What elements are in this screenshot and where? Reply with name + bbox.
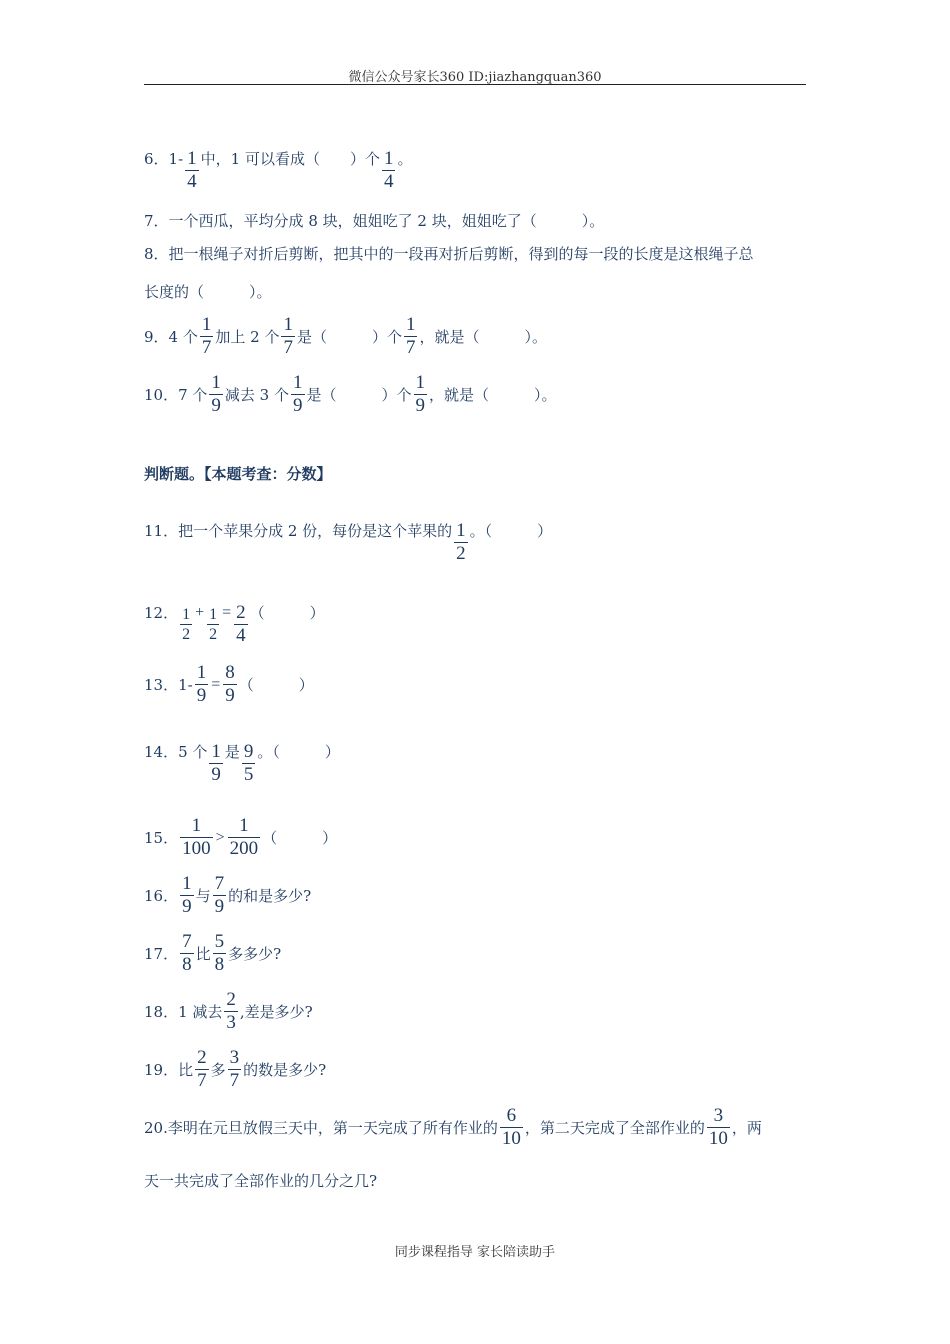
q10-fraction-1: $\frac{1}{9}$: [211, 372, 221, 416]
q11-fraction: $\frac{1}{2}$: [456, 520, 466, 564]
q17-number: 17．: [144, 945, 179, 963]
q14-text-2: 。（ ）: [257, 743, 340, 761]
q15-number: 15．: [144, 829, 179, 847]
q8-text-1: 8．把一根绳子对折后剪断，把其中的一段再对折后剪断，得到的每一段的长度是这根绳子总: [144, 245, 754, 263]
q18-number: 18．1 减去: [144, 1003, 223, 1021]
q16-fraction-2: $\frac{7}{9}$: [214, 873, 225, 917]
q7-text: 7．一个西瓜，平均分成 8 块，姐姐吃了 2 块，姐姐吃了（ ）。: [144, 212, 605, 230]
q16-fraction-1: $\frac{1}{9}$: [182, 873, 192, 917]
q13-fraction-2: $\frac{8}{9}$: [225, 662, 235, 706]
q13-fraction-1: $\frac{1}{9}$: [196, 662, 207, 706]
header-divider: [144, 84, 806, 85]
q20-fraction-1: $\frac{6}{10}$: [501, 1105, 521, 1149]
question-8-line-2: [144, 281, 272, 302]
q10-number: 10．7 个: [144, 386, 208, 404]
q6-fraction-1: $\frac{1}{4}$: [187, 148, 197, 192]
q16-text-2: 的和是多少?: [228, 887, 312, 905]
question-15: [144, 815, 337, 860]
q12-plus: +: [195, 603, 205, 621]
q11-text-2: 。（ ）: [469, 522, 553, 540]
question-20-line-2: 天一共完成了全部作业的几分之几?: [144, 1172, 378, 1190]
q16-text-1: 与: [195, 887, 211, 905]
q9-fraction-2: $\frac{1}{7}$: [283, 314, 293, 358]
q19-number: 19．比: [144, 1061, 194, 1079]
q10-text-1: 减去 3 个: [224, 386, 289, 404]
question-20: [144, 1105, 762, 1150]
q12-fraction-3: $\frac{2}{4}$: [236, 602, 246, 646]
question-14: [144, 729, 340, 785]
q9-fraction-3: $\frac{1}{7}$: [405, 314, 416, 358]
q19-text-2: 的数是多少?: [243, 1061, 327, 1079]
q6-fraction-2: $\frac{1}{4}$: [383, 148, 394, 192]
question-6: [144, 136, 413, 192]
q9-text-2: 是（ ）个: [296, 328, 402, 346]
q20-fraction-2: $\frac{3}{10}$: [708, 1105, 728, 1149]
q9-text-1: 加上 2 个: [215, 328, 280, 346]
q20-text-3: ，两: [731, 1119, 762, 1137]
q14-fraction-1: $\frac{1}{9}$: [211, 741, 221, 785]
q15-fraction-1: $\frac{1}{100}$: [182, 815, 211, 859]
q17-fraction-1: $\frac{7}{8}$: [182, 931, 192, 975]
q6-text-2: ）个: [349, 150, 380, 168]
q14-number: 14．5 个: [144, 743, 208, 761]
q12-equals: =: [222, 603, 232, 621]
question-11: [144, 508, 553, 564]
q14-text-1: 是: [224, 743, 240, 761]
q20-text-1: 20.李明在元旦放假三天中，第一天完成了所有作业的: [144, 1119, 498, 1137]
q6-text-1: 中，1 可以看成（: [200, 150, 320, 168]
q19-fraction-1: $\frac{2}{7}$: [197, 1047, 207, 1091]
q10-text-2: 是（ ）个: [306, 386, 412, 404]
q9-text-3: ，就是（ ）。: [419, 328, 547, 346]
q8-text-2: 长度的（ ）。: [144, 283, 272, 301]
q19-text-1: 多: [210, 1061, 226, 1079]
q13-number: 13．1-: [144, 676, 193, 694]
q6-text-3: 。: [397, 150, 413, 168]
question-8-line-1: [144, 243, 754, 264]
question-9: [144, 314, 547, 359]
q10-text-3: ，就是（ ）。: [429, 386, 557, 404]
q13-text: （ ）: [238, 676, 314, 694]
q20-text-2: ，第二天完成了全部作业的: [524, 1119, 705, 1137]
q12-fraction-1: $\frac{1}{2}$: [182, 606, 191, 643]
question-7: [144, 210, 604, 231]
q18-text-1: ,差是多少?: [239, 1003, 313, 1021]
question-13: [144, 662, 314, 707]
q15-greater-than: >: [215, 828, 225, 846]
q13-equals: =: [211, 675, 221, 693]
question-19: [144, 1047, 326, 1092]
q15-fraction-2: $\frac{1}{200}$: [229, 815, 259, 859]
q11-text-1: 11．把一个苹果分成 2 份，每份是这个苹果的: [144, 522, 453, 540]
q16-number: 16．: [144, 887, 179, 905]
q9-number: 9．4 个: [144, 328, 198, 346]
q10-fraction-3: $\frac{1}{9}$: [415, 372, 426, 416]
question-12: [144, 590, 325, 646]
q15-text: （ ）: [262, 829, 338, 847]
q12-number: 12．: [144, 604, 179, 622]
q12-fraction-2: $\frac{1}{2}$: [209, 606, 218, 643]
page-footer: 同步课程指导 家长陪读助手: [394, 1245, 556, 1260]
question-10: [144, 372, 557, 417]
section-heading: 判断题。【本题考查：分数】: [144, 465, 332, 483]
question-17: [144, 931, 281, 976]
q17-text-2: 多多少?: [228, 945, 282, 963]
question-18: [144, 989, 313, 1034]
q17-text-1: 比: [195, 945, 211, 963]
q10-fraction-2: $\frac{1}{9}$: [293, 372, 303, 416]
q19-fraction-2: $\frac{3}{7}$: [229, 1047, 240, 1091]
q12-text: （ ）: [249, 604, 325, 622]
q9-fraction-1: $\frac{1}{7}$: [201, 314, 212, 358]
page-header: 微信公众号家长360 ID:jiazhangquan360: [348, 70, 602, 85]
q17-fraction-2: $\frac{5}{8}$: [214, 931, 225, 975]
q18-fraction-1: $\frac{2}{3}$: [226, 989, 236, 1033]
question-16: [144, 873, 311, 918]
q14-fraction-2: $\frac{9}{5}$: [243, 741, 254, 785]
q6-number: 6．1-: [144, 150, 184, 168]
